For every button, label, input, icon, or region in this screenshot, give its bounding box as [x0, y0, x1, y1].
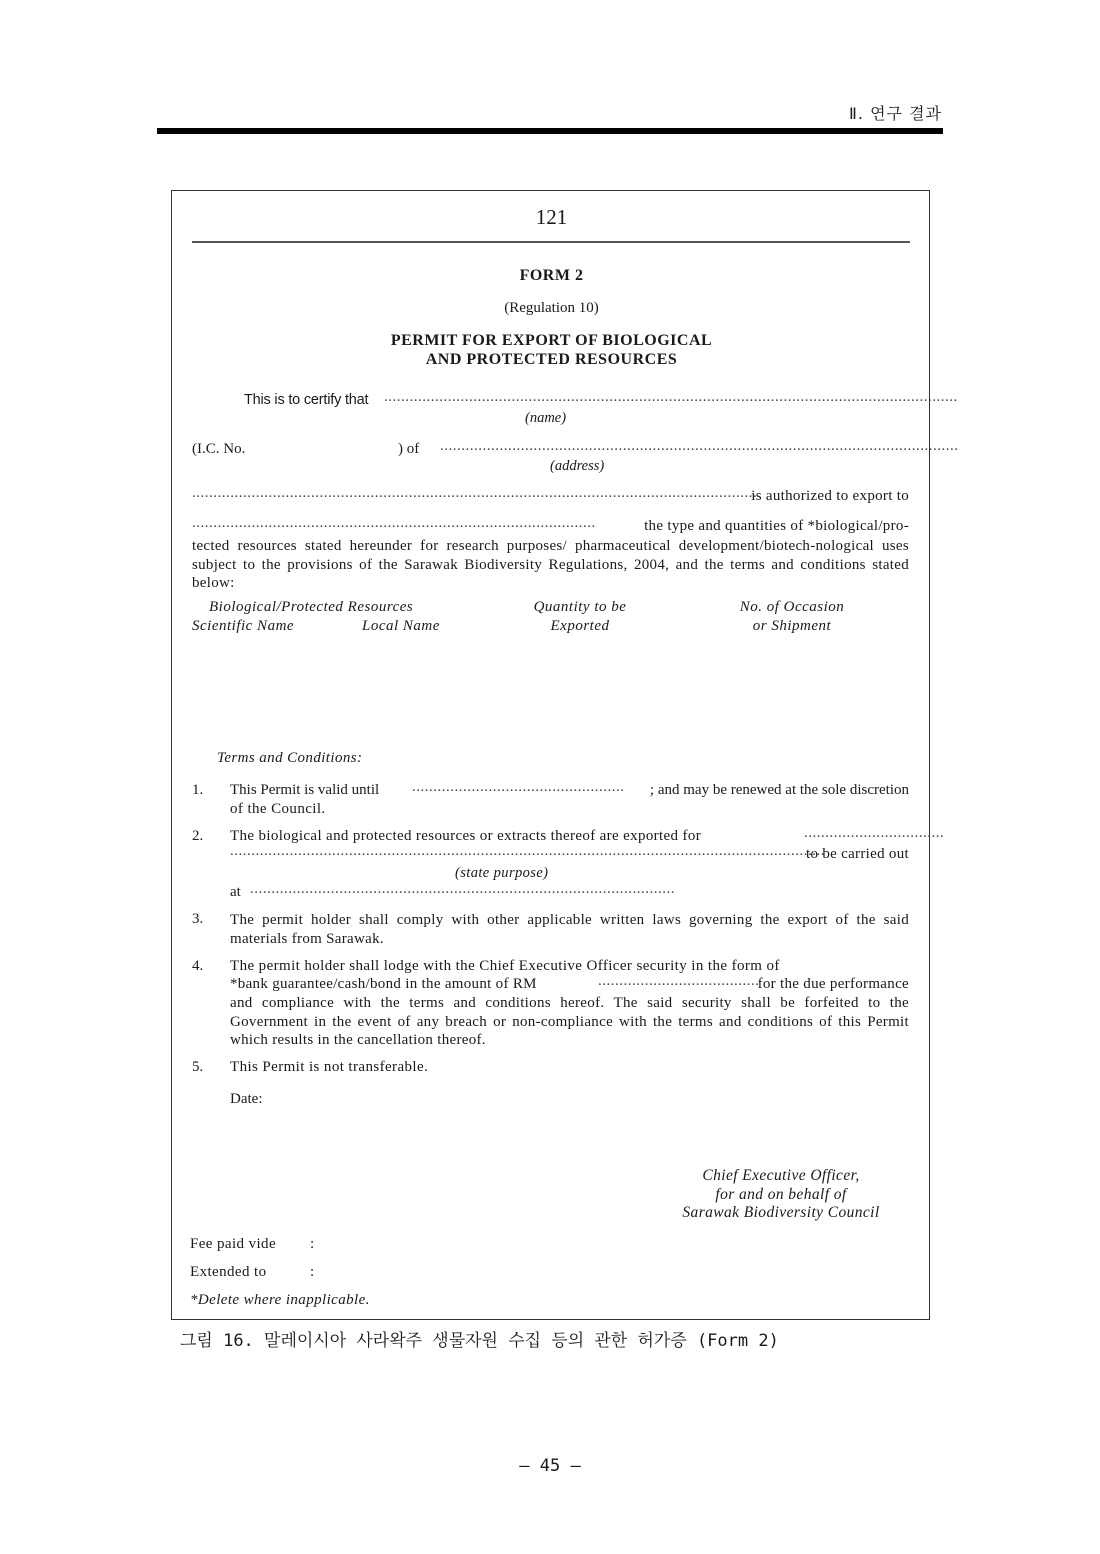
form-page-number: 121: [535, 205, 568, 229]
permit-title-line-2: AND PROTECTED RESOURCES: [425, 351, 678, 368]
footnote: *Delete where inapplicable.: [190, 1292, 370, 1308]
address-fill-line: ..........................................................................................................................: [440, 438, 959, 454]
figure-caption: 그림 16. 말레이시아 사라왁주 생물자원 수집 등의 관한 허가증 (Form 2): [180, 1331, 779, 1351]
fee-paid-label: Fee paid vide: [190, 1236, 277, 1252]
authorized-text: is authorized to export to: [751, 488, 909, 504]
export-for-fill-line: .................................: [804, 825, 945, 841]
form-title: FORM 2: [519, 267, 584, 284]
date-label: Date:: [230, 1091, 263, 1107]
destination-fill-line: ...............................................................................................: [192, 515, 596, 531]
term-1-rest: ; and may be renewed at the sole discretion: [649, 782, 909, 798]
signature-block: [661, 1167, 901, 1223]
extended-to-label: Extended to: [190, 1264, 267, 1280]
term-2-carried: to be carried out: [806, 846, 909, 862]
footer-page-number: – 45 –: [519, 1456, 581, 1476]
ic-label: (I.C. No.: [192, 441, 246, 457]
col-quantity-line-1: Quantity to be: [533, 599, 627, 615]
signature-line-3: Sarawak Biodiversity Council: [682, 1204, 880, 1221]
signature-line-1: Chief Executive Officer,: [702, 1167, 860, 1184]
purpose-hint: (state purpose): [455, 865, 549, 881]
of-label: ) of: [398, 441, 420, 457]
term-4-number: 4.: [192, 958, 204, 974]
term-4-line-1: The permit holder shall lodge with the Chief Executive Officer security in the form of: [230, 958, 780, 974]
term-4-rest: and compliance with the terms and conditions hereof. The said security shall be forfeited to the Government in the event of any breach or non-compliance with the terms and conditions of this Permit which results in the cancellation thereof.: [230, 995, 909, 1048]
col-occasion-line-1: No. of Occasion: [739, 599, 845, 615]
term-4-line-2-rest: for the due performance: [757, 976, 909, 992]
term-2-at: at: [230, 884, 241, 900]
permit-title: [172, 331, 931, 369]
term-1-lead: This Permit is valid until: [230, 782, 380, 798]
term-4-line-2-lead: *bank guarantee/cash/bond in the amount of RM: [230, 976, 537, 992]
col-local-name: Local Name: [362, 618, 440, 634]
name-hint: (name): [525, 410, 567, 426]
security-amount-fill-line: ......................................: [598, 973, 760, 989]
scanned-form: [171, 190, 959, 1320]
location-fill-line: ....................................................................................................: [250, 881, 675, 897]
address-hint: (address): [550, 458, 605, 474]
recipient-fill-line: .....................................................................................................................................: [192, 485, 758, 501]
term-5-number: 5.: [192, 1059, 204, 1075]
col-quantity-line-2: Exported: [550, 618, 610, 634]
term-3-text: The permit holder shall comply with other applicable written laws governing the export of the said materials from Sarawak.: [230, 912, 909, 947]
running-header: Ⅱ. 연구 결과: [849, 104, 942, 123]
fee-paid-colon: :: [310, 1236, 315, 1252]
term-2-lead: The biological and protected resources or extracts thereof are exported for: [230, 828, 702, 844]
purpose-fill-line: ............................................................................................................................................: [230, 843, 825, 859]
header-rule: [157, 128, 943, 134]
term-3-number: 3.: [192, 911, 204, 927]
signature-line-2: for and on behalf of: [715, 1185, 847, 1203]
col-scientific-name: Scientific Name: [192, 618, 295, 634]
extended-to-colon: :: [310, 1264, 315, 1280]
form-page-rule: [192, 241, 910, 243]
term-5-text: This Permit is not transferable.: [230, 1059, 429, 1075]
name-fill-line: .......................................................................................................................................: [384, 389, 958, 405]
table-group-header: Biological/Protected Resources: [209, 599, 414, 615]
terms-heading: Terms and Conditions:: [217, 750, 363, 766]
term-2-number: 2.: [192, 828, 204, 844]
body-lead: the type and quantities of *biological/pro-: [644, 518, 909, 534]
valid-until-fill-line: ..................................................: [412, 779, 625, 795]
regulation-ref: (Regulation 10): [504, 300, 599, 316]
certify-label: This is to certify that: [244, 392, 369, 408]
permit-title-line-1: PERMIT FOR EXPORT OF BIOLOGICAL: [390, 332, 713, 349]
term-1-line-2: of the Council.: [230, 801, 326, 817]
col-occasion-line-2: or Shipment: [752, 618, 832, 634]
body-paragraph: tected resources stated hereunder for research purposes/ pharmaceutical development/biotech-nological uses subject to the provisions of the Sarawak Biodiversity Regulations, 2004, and the terms and conditions stated below:: [192, 538, 909, 591]
term-1-number: 1.: [192, 782, 204, 798]
